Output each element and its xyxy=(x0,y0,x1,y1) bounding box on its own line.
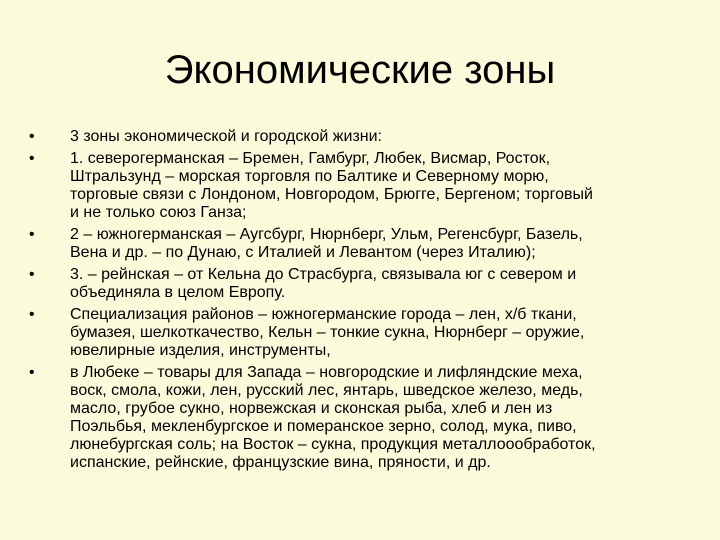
bullet-item xyxy=(29,128,701,146)
bullet-item xyxy=(29,150,701,222)
bullet-item xyxy=(29,306,701,360)
bullet-text: 3 зоны экономической и городской жизни: xyxy=(70,128,382,145)
bullet-icon: • xyxy=(29,226,35,243)
bullet-text: 2 – южногерманская – Аугсбург, Нюрнберг, Ульм, Регенсбург, Базель, Вена и др. – по Дунаю, с Италией и Левантом (через Италию); xyxy=(70,226,583,261)
bullet-item xyxy=(29,364,701,472)
bullet-text: 1. северогерманская – Бремен, Гамбург, Любек, Висмар, Росток, Штральзунд – морская торговля по Балтике и Северному морю, торговые связи с Лондоном, Новгородом, Брюгге, Бергеном; торговый и не только союз Ганза; xyxy=(70,150,593,221)
bullet-item xyxy=(29,266,701,302)
slide-title: Экономические зоны xyxy=(164,48,556,92)
bullet-text: Специализация районов – южногерманские города – лен, х/б ткани, бумазея, шелкоткачество, Кельн – тонкие сукна, Нюрнберг – оружие, ювелирные изделия, инструменты, xyxy=(70,306,585,359)
bullet-icon: • xyxy=(29,128,35,145)
bullet-item xyxy=(29,226,701,262)
bullet-icon: • xyxy=(29,150,35,167)
bullet-icon: • xyxy=(29,306,35,323)
bullet-text: в Любеке – товары для Запада – новгородские и лифляндские меха, воск, смола, кожи, лен, русский лес, янтарь, шведское железо, медь, масло, грубое сукно, норвежская и сконская рыба, хлеб и лен из Поэльбья, мекленбургское и померанское зерно, солод, мука, пиво, люнебургская соль; на Восток – сукна, продукция металлоообработок, испанские, рейнские, французские вина, пряности, и др. xyxy=(70,364,596,471)
bullet-icon: • xyxy=(29,364,35,381)
bullet-list xyxy=(29,128,701,476)
bullet-text: 3. – рейнская – от Кельна до Страсбурга, связывала юг с севером и объединяла в целом Европу. xyxy=(70,266,577,301)
bullet-icon: • xyxy=(29,266,35,283)
